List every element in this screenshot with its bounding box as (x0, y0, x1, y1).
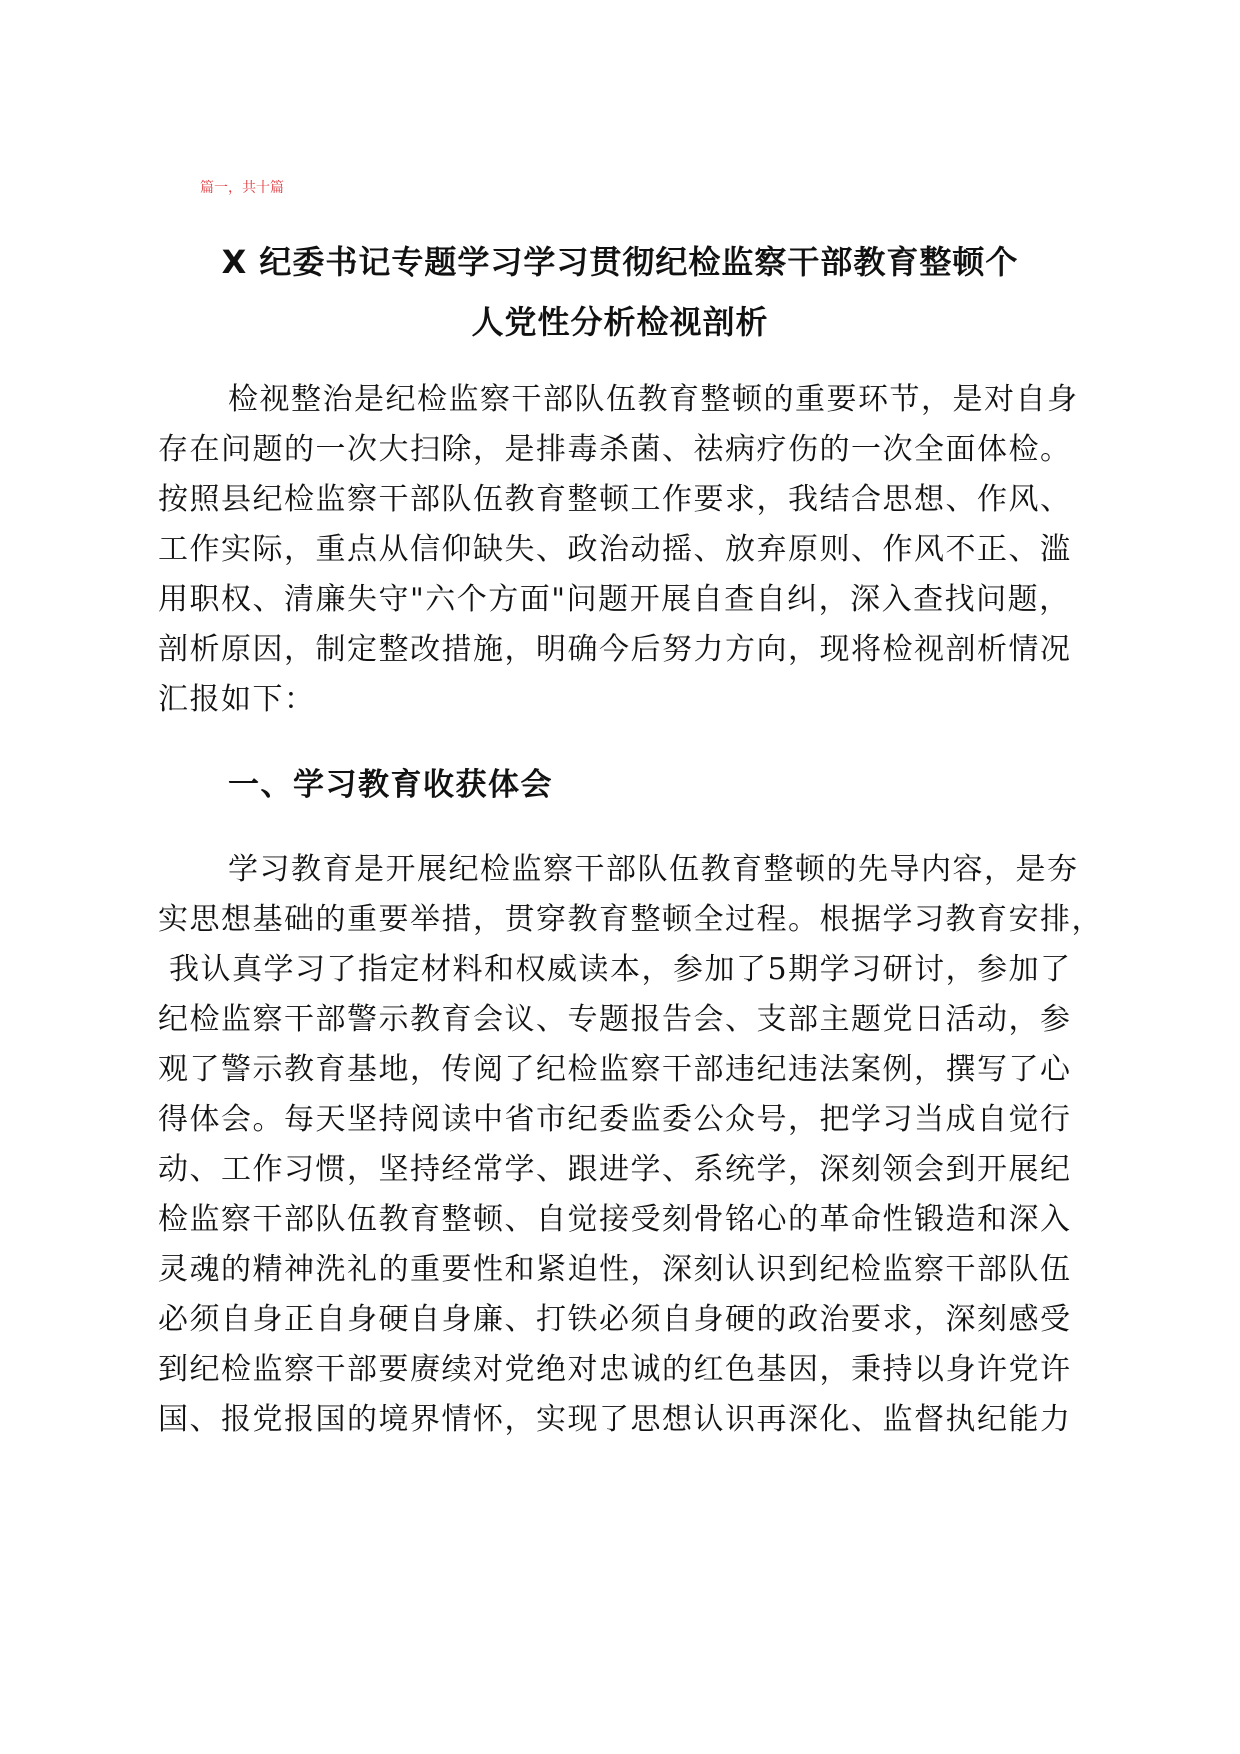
document-title (0, 232, 1240, 352)
paragraph-line: 学习教育是开展纪检监察干部队伍教育整顿的先导内容，是夯 (228, 852, 1079, 887)
paragraph-line: 灵魂的精神洗礼的重要性和紧迫性，深刻认识到纪检监察干部队伍 (158, 1252, 1072, 1287)
paragraph-line: 用职权、清廉失守"六个方面"问题开展自查自纠，深入查找问题， (158, 582, 1071, 617)
paragraph-line: 观了警示教育基地，传阅了纪检监察干部违纪违法案例，撰写了心 (158, 1052, 1072, 1087)
paragraph-line: 到纪检监察干部要赓续对党绝对忠诚的红色基因，秉持以身许党许 (158, 1352, 1072, 1387)
paragraph-line: 纪检监察干部警示教育会议、专题报告会、支部主题党日活动，参 (158, 1002, 1072, 1037)
paragraph-line: 检视整治是纪检监察干部队伍教育整顿的重要环节，是对自身 (228, 382, 1079, 417)
paragraph-line: 工作实际，重点从信仰缺失、政治动摇、放弃原则、作风不正、滥 (158, 532, 1072, 567)
paragraph-line: 按照县纪检监察干部队伍教育整顿工作要求，我结合思想、作风、 (158, 482, 1072, 517)
paragraph-line: 存在问题的一次大扫除，是排毒杀菌、祛病疗伤的一次全面体检。 (158, 432, 1072, 467)
paragraph-line: 实思想基础的重要举措，贯穿教育整顿全过程。根据学习教育安排， (158, 902, 1103, 937)
section-heading: 一、学习教育收获体会 (228, 767, 553, 803)
series-label: 篇一，共十篇 (200, 180, 284, 196)
paragraph-line: 必须自身正自身硬自身廉、打铁必须自身硬的政治要求，深刻感受 (158, 1302, 1072, 1337)
paragraph-line: 国、报党报国的境界情怀，实现了思想认识再深化、监督执纪能力 (158, 1402, 1072, 1437)
section-1-paragraph (158, 845, 1103, 1445)
paragraph-line: 动、工作习惯，坚持经常学、跟进学、系统学，深刻领会到开展纪 (158, 1152, 1072, 1187)
title-line: 人党性分析检视剖析 (471, 303, 769, 341)
paragraph-line: 检监察干部队伍教育整顿、自觉接受刻骨铭心的革命性锻造和深入 (158, 1202, 1072, 1237)
paragraph-line: 我认真学习了指定材料和权威读本，参加了5期学习研讨，参加了 (158, 952, 1072, 987)
paragraph-line: 汇报如下： (158, 682, 316, 717)
intro-paragraph (158, 375, 1088, 725)
title-line: X 纪委书记专题学习学习贯彻纪检监察干部教育整顿个 (221, 243, 1019, 281)
paragraph-line: 得体会。每天坚持阅读中省市纪委监委公众号，把学习当成自觉行 (158, 1102, 1072, 1137)
paragraph-line: 剖析原因，制定整改措施，明确今后努力方向，现将检视剖析情况 (158, 632, 1072, 667)
